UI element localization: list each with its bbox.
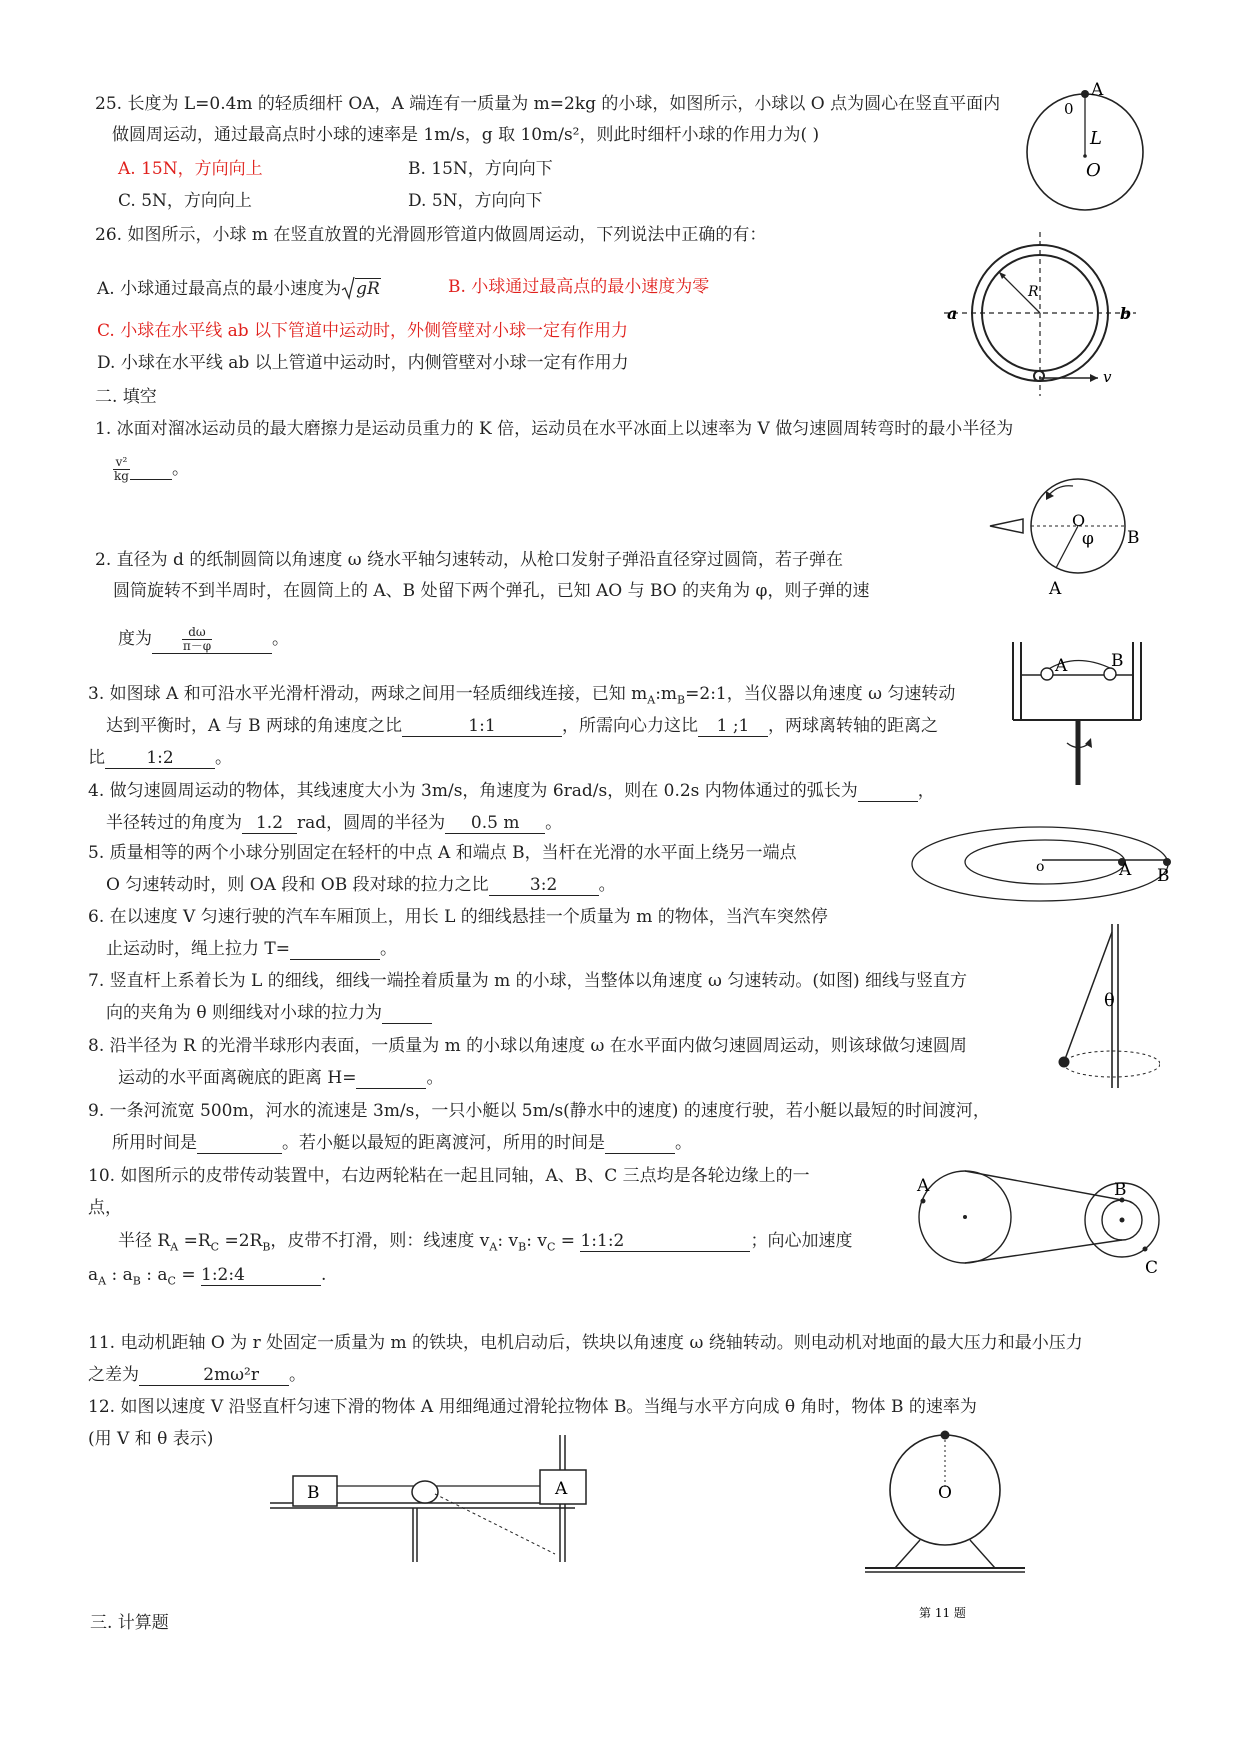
f10-fig-label-c: C [1145, 1258, 1159, 1278]
f10-sub-a: A [170, 1240, 179, 1254]
f11-line2-prefix: 之差为 [88, 1365, 139, 1385]
f9-answer-blank-1 [197, 1134, 282, 1154]
f4-line2-mid: rad，圆周的半径为 [297, 813, 446, 833]
f4-line1 [88, 780, 935, 802]
f5-fig-label-a: A [1119, 860, 1132, 880]
q25-option-d: D. 5N，方向向下 [408, 191, 543, 211]
f3-line1 [88, 683, 955, 711]
f10-l4-c: : a [140, 1265, 168, 1285]
f7-line2-prefix: 向的夹角为 θ 则细线对小球的拉力为 [106, 1003, 383, 1023]
f4-line2-prefix: 半径转过的角度为 [106, 813, 242, 833]
q25-fig-label-a: A [1091, 80, 1104, 100]
f8-tail: 。 [426, 1068, 444, 1088]
q25-figure [1020, 78, 1150, 218]
q26-option-d: D. 小球在水平线 ab 以上管道中运动时，内侧管壁对小球一定有作用力 [97, 353, 629, 373]
f1-answer [113, 456, 189, 483]
f6-line2 [106, 938, 397, 960]
f2-fig-label-b: B [1127, 528, 1140, 548]
f5-line2 [106, 874, 616, 896]
q26-fig-label-v: v [1103, 368, 1112, 386]
f3-line1-mid: :m [655, 684, 678, 704]
f3-line2-mid: ，所需向心力这比 [561, 716, 698, 736]
q26-option-a-prefix: A. 小球通过最高点的最小速度为 [97, 279, 342, 299]
f10-eq3: = [555, 1231, 581, 1251]
f10-eq4: = [175, 1265, 202, 1285]
f11-line1: 11. 电动机距轴 O 为 r 处固定一质量为 m 的铁块，电机启动后，铁块以角速度 ω 绕轴转动。则电动机对地面的最大压力和最小压力 [88, 1333, 1083, 1353]
f3-sub-a: A [647, 693, 656, 707]
f1-frac-den: kg [114, 469, 129, 483]
f4-line1-tail: ， [917, 781, 935, 801]
f10-aa: A [98, 1274, 107, 1288]
f2-frac-den: π－φ [182, 639, 212, 653]
f11-answer-tail-blank [259, 1366, 289, 1386]
f6-answer-blank [290, 940, 380, 960]
f3-answer-3: 1:2 [105, 749, 215, 769]
f10-l4-b: : a [106, 1265, 133, 1285]
q26-figure [940, 228, 1140, 398]
f11-line2 [88, 1364, 306, 1386]
f2-answer-blank [152, 626, 272, 654]
q25-fig-label-zero: 0 [1064, 100, 1074, 118]
f11-fig-label-o: O [938, 1483, 952, 1503]
f5-figure [900, 820, 1180, 920]
f11-fig-caption: 第 11 题 [919, 1606, 966, 1620]
f8-line2-prefix: 运动的水平面离碗底的距离 H= [118, 1068, 357, 1088]
q25-option-b: B. 15N，方向向下 [408, 159, 553, 179]
f4-line2 [106, 812, 562, 834]
f10-colon2: : v [526, 1231, 547, 1251]
q26-option-b: B. 小球通过最高点的最小速度为零 [448, 277, 710, 297]
f3-line2-tail: ，两球离转轴的距离之 [767, 716, 938, 736]
f12-figure [265, 1430, 605, 1565]
f10-ac: C [167, 1274, 176, 1288]
f4-answer-2: 0.5 m [445, 814, 545, 834]
sqrt-symbol-icon [341, 276, 355, 300]
f10-answer-2: 1:2:4 [201, 1266, 321, 1286]
f6-line1: 6. 在以速度 V 匀速行驶的汽车车厢顶上，用长 L 的细线悬挂一个质量为 m 的物体，当汽车突然停 [88, 907, 828, 927]
q26-option-c: C. 小球在水平线 ab 以下管道中运动时，外侧管壁对小球一定有作用力 [97, 321, 629, 341]
f1-answer-blank [130, 460, 172, 480]
f1-line1: 1. 冰面对溜冰运动员的最大磨擦力是运动员重力的 K 倍，运动员在水平冰面上以速率为 V 做匀速圆周转弯时的最小半径为 [95, 419, 1014, 439]
f10-line1: 10. 如图所示的皮带传动装置中，右边两轮粘在一起且同轴，A、B、C 三点均是各轮边缘上的一 [88, 1166, 810, 1186]
f7-answer-blank [382, 1004, 432, 1024]
f10-va: A [489, 1240, 498, 1254]
q26-fig-label-r: R [1028, 284, 1039, 300]
f2-fig-label-phi: φ [1082, 529, 1094, 549]
f8-line2 [118, 1067, 443, 1089]
f2-frac-num: dω [182, 626, 212, 640]
f10-tail: . [321, 1265, 327, 1285]
f3-sub-b: B [677, 693, 686, 707]
f4-answer-1: 1.2 [242, 814, 297, 834]
f11-answer: 2mω²r [139, 1366, 259, 1386]
q25-fig-label-o: O [1086, 160, 1101, 181]
q25-line1: 25. 长度为 L=0.4m 的轻质细杆 OA，A 端连有一质量为 m=2kg 的小球，如图所示，小球以 O 点为圆心在竖直平面内 [95, 94, 1001, 114]
f10-sub-c: C [210, 1240, 220, 1254]
f10-l4-a: a [88, 1265, 99, 1285]
f2-tail: 。 [272, 629, 289, 649]
q25-option-a: A. 15N，方向向上 [118, 159, 263, 179]
q25-option-c: C. 5N，方向向上 [118, 191, 252, 211]
q25-fig-label-l: L [1090, 128, 1102, 149]
f3-figure [1005, 640, 1155, 790]
f3-line3-prefix: 比 [88, 748, 105, 768]
f3-line1-rest: =2:1，当仪器以角速度 ω 匀速转动 [685, 684, 956, 704]
f3-tail: 。 [215, 748, 232, 768]
q26-option-a [97, 276, 381, 300]
f3-fig-label-a: A [1055, 656, 1068, 676]
f1-tail: 。 [171, 459, 189, 479]
f10-l3-mid: ，皮带不打滑，则：线速度 v [270, 1231, 490, 1251]
f12-line2: (用 V 和 θ 表示) [88, 1429, 214, 1449]
q26-line1: 26. 如图所示，小球 m 在竖直放置的光滑圆形管道内做圆周运动，下列说法中正确的有： [95, 225, 767, 245]
f9-line1: 9. 一条河流宽 500m，河水的流速是 3m/s，一只小艇以 5m/s(静水中的速度) 的速度行驶，若小艇以最短的时间渡河， [88, 1101, 990, 1121]
f8-line1: 8. 沿半径为 R 的光滑半球形内表面，一质量为 m 的小球以角速度 ω 在水平面内做匀速圆周运动，则该球做匀速圆周 [88, 1036, 967, 1056]
f12-fig-label-a: A [555, 1479, 568, 1499]
f9-line2-prefix: 所用时间是 [112, 1133, 197, 1153]
f2-line2: 圆筒旋转不到半周时，在圆筒上的 A、B 处留下两个弹孔，已知 AO 与 BO 的夹角为 φ，则子弹的速 [113, 581, 870, 601]
f3-answer-2: 1 ;1 [698, 717, 768, 737]
f12-fig-label-b: B [307, 1483, 320, 1503]
q26-option-a-expr: gR [356, 279, 380, 299]
f10-figure [915, 1165, 1165, 1285]
f10-eq2: =2R [219, 1231, 263, 1251]
f5-answer: 3:2 [489, 876, 599, 896]
f6-line2-prefix: 止运动时，绳上拉力 T= [106, 939, 290, 959]
f2-figure [988, 476, 1168, 606]
f7-line2 [106, 1002, 432, 1024]
f10-vc: C [546, 1240, 556, 1254]
f3-answer-1: 1:1 [402, 717, 562, 737]
f5-fig-label-o: o [1036, 859, 1045, 875]
f10-sub-b: B [262, 1240, 271, 1254]
section-3-heading: 三. 计算题 [90, 1613, 169, 1633]
f5-fig-label-b: B [1157, 866, 1170, 886]
f3-fig-label-b: B [1111, 651, 1124, 671]
f7-line1: 7. 竖直杆上系着长为 L 的细线，细线一端拴着质量为 m 的小球，当整体以角速度 ω 匀速转动。(如图) 细线与竖直方 [88, 971, 967, 991]
f10-eq1: =R [178, 1231, 211, 1251]
f4-blank-arc [858, 782, 918, 802]
f2-line3-prefix: 度为 [118, 629, 152, 649]
section-2-heading: 二. 填空 [95, 387, 157, 407]
f9-answer-blank-2 [605, 1134, 675, 1154]
f9-line2-mid: 。若小艇以最短的距离渡河，所用的时间是 [282, 1133, 605, 1153]
f3-line1-text: 3. 如图球 A 和可沿水平光滑杆滑动，两球之间用一轻质细线连接，已知 m [88, 684, 648, 704]
f9-line2 [112, 1132, 692, 1154]
q26-fig-label-a: a [947, 304, 958, 323]
f2-answer-fraction [182, 626, 212, 653]
q25-line2: 做圆周运动，通过最高点时小球的速率是 1m/s，g 取 10m/s²，则此时细杆小球的作用力为( ) [112, 125, 820, 145]
f2-fig-label-o: O [1072, 511, 1086, 530]
f10-line3 [118, 1230, 852, 1258]
f5-tail: 。 [598, 875, 616, 895]
f10-vb: B [518, 1240, 527, 1254]
f5-line1: 5. 质量相等的两个小球分别固定在轻杆的中点 A 和端点 B，当杆在光滑的水平面上绕另一端点 [88, 843, 797, 863]
f1-frac-num: v² [113, 456, 130, 470]
f10-ab: B [132, 1274, 141, 1288]
f3-line2-prefix: 达到平衡时，A 与 B 两球的角速度之比 [106, 716, 402, 736]
f4-tail: 。 [545, 813, 563, 833]
f4-line1-text: 4. 做匀速圆周运动的物体，其线速度大小为 3m/s，角速度为 6rad/s，则在 0.2s 内物体通过的弧长为 [88, 781, 858, 801]
f2-line1: 2. 直径为 d 的纸制圆筒以角速度 ω 绕水平轴匀速转动，从枪口发射子弹沿直径穿过圆筒，若子弹在 [95, 550, 843, 570]
f2-line3 [118, 626, 289, 654]
f10-line2: 点， [88, 1198, 122, 1218]
q26-fig-label-b: b [1120, 304, 1132, 323]
f5-line2-prefix: O 匀速转动时，则 OA 段和 OB 段对球的拉力之比 [106, 875, 489, 895]
f10-line4 [88, 1264, 326, 1292]
f9-tail: 。 [675, 1133, 692, 1153]
f10-fig-label-a: A [917, 1176, 930, 1196]
f3-line3 [88, 747, 232, 769]
f1-answer-fraction [113, 456, 130, 483]
f3-line2 [106, 715, 938, 737]
f10-answer-1: 1:1:2 [580, 1232, 750, 1252]
f2-fig-label-a: A [1049, 579, 1062, 599]
f8-answer-blank [356, 1069, 426, 1089]
f11-tail: 。 [289, 1365, 306, 1385]
f12-line1: 12. 如图以速度 V 沿竖直杆匀速下滑的物体 A 用细绳通过滑轮拉物体 B。当绳与水平方向成 θ 角时，物体 B 的速率为 [88, 1397, 977, 1417]
f7-fig-label-theta: θ [1104, 990, 1115, 1011]
f10-l3-tail: ；向心加速度 [750, 1231, 853, 1251]
f11-figure [855, 1420, 1035, 1630]
f10-fig-label-b: B [1114, 1180, 1127, 1200]
f6-tail: 。 [380, 939, 397, 959]
f10-colon1: : v [497, 1231, 519, 1251]
f10-l3-prefix: 半径 R [118, 1231, 171, 1251]
f7-figure [1040, 922, 1160, 1092]
